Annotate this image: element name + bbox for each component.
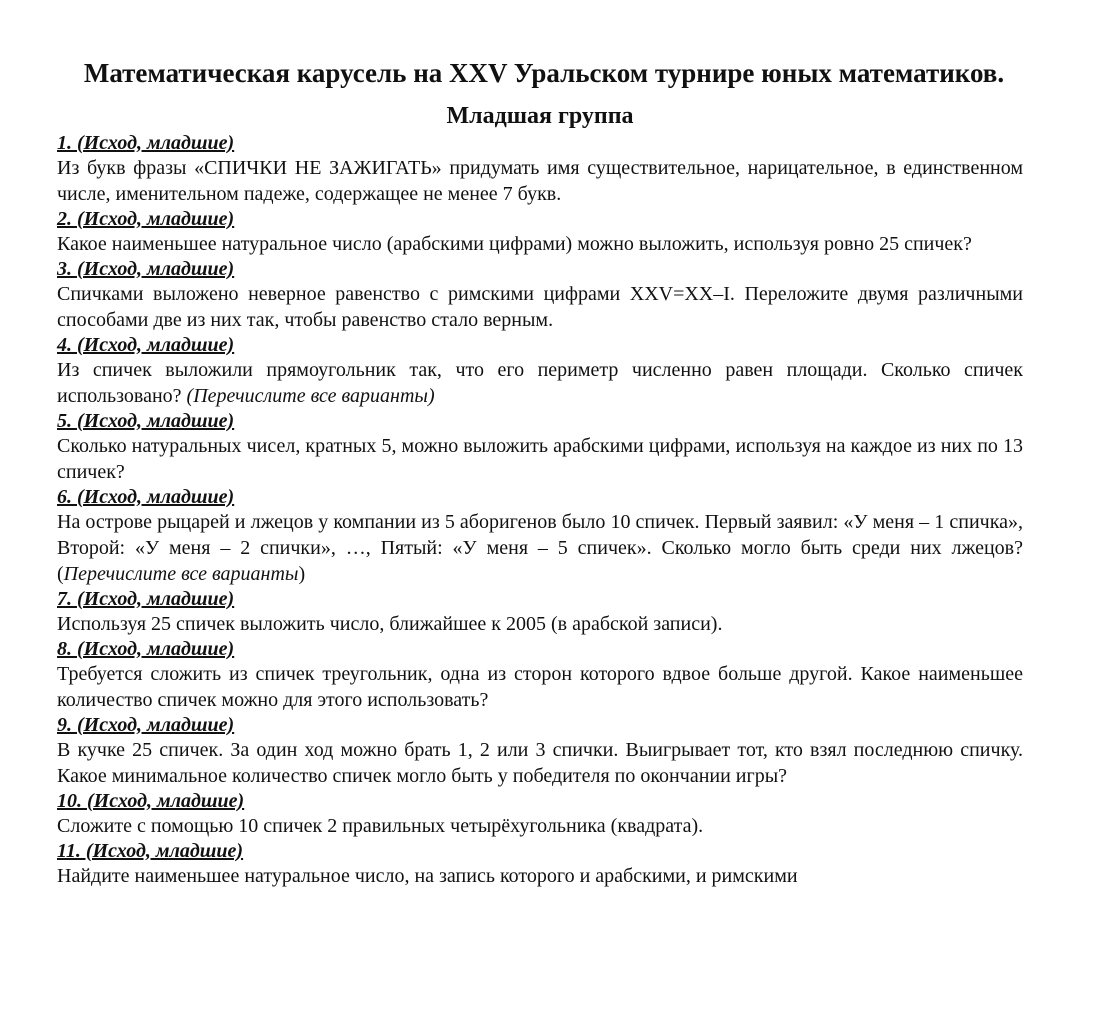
- problem-1: [57, 131, 1023, 207]
- problem-note: Перечислите все варианты: [63, 563, 299, 585]
- problem-9: [57, 713, 1023, 789]
- problem-heading: 10. (Исход, младшие): [57, 790, 245, 812]
- document-subtitle: Младшая группа: [446, 103, 634, 129]
- problem-heading: 2. (Исход, младшие): [57, 208, 235, 230]
- problem-note: (Перечислите все варианты): [186, 385, 435, 407]
- problem-3: [57, 257, 1023, 333]
- problem-heading: 11. (Исход, младшие): [57, 840, 244, 862]
- problem-text: Требуется сложить из спичек треугольник, одна из сторон которого вдвое больше другой. Какое наименьшее количество спичек можно для этого использовать?: [57, 663, 1023, 711]
- problem-heading: 7. (Исход, младшие): [57, 588, 235, 610]
- problem-heading: 4. (Исход, младшие): [57, 334, 235, 356]
- problem-text: Спичками выложено неверное равенство с римскими цифрами XXV=XX–I. Переложите двумя различными способами две из них так, чтобы равенство стало верным.: [57, 283, 1023, 331]
- problem-text: Используя 25 спичек выложить число, ближайшее к 2005 (в арабской записи).: [57, 613, 723, 635]
- problem-text: Из букв фразы «СПИЧКИ НЕ ЗАЖИГАТЬ» придумать имя существительное, нарицательное, в единственном числе, именительном падеже, содержащее не менее 7 букв.: [57, 157, 1023, 205]
- problem-text: Из спичек выложили прямоугольник так, что его периметр численно равен площади. Сколько спичек использовано? (Перечислите все варианты): [57, 359, 1023, 407]
- problem-text: На острове рыцарей и лжецов у компании из 5 аборигенов было 10 спичек. Первый заявил: «У меня – 1 спичка», Второй: «У меня – 2 спички», …, Пятый: «У меня – 5 спичек». Сколько могло быть среди них лжецов? (Перечислите все варианты): [57, 511, 1023, 585]
- problem-10: [57, 789, 1023, 839]
- problem-8: [57, 637, 1023, 713]
- problem-text: Сколько натуральных чисел, кратных 5, можно выложить арабскими цифрами, используя на каждое из них по 13 спичек?: [57, 435, 1023, 483]
- document-title: Математическая карусель на XXV Уральском турнире юных математиков.: [83, 58, 1005, 88]
- problem-5: [57, 409, 1023, 485]
- problem-6: [57, 485, 1023, 587]
- problem-text: Какое наименьшее натуральное число (арабскими цифрами) можно выложить, используя ровно 25 спичек?: [57, 233, 972, 255]
- problem-heading: 8. (Исход, младшие): [57, 638, 235, 660]
- problem-2: [57, 207, 1023, 257]
- problem-heading: 6. (Исход, младшие): [57, 486, 235, 508]
- problem-heading: 5. (Исход, младшие): [57, 410, 235, 432]
- problem-4: [57, 333, 1023, 409]
- document-page: [57, 56, 1023, 889]
- problem-text: В кучке 25 спичек. За один ход можно брать 1, 2 или 3 спички. Выигрывает тот, кто взял последнюю спичку. Какое минимальное количество спичек могло быть у победителя по окончании игры?: [57, 739, 1023, 787]
- problem-11: [57, 839, 1023, 889]
- problem-heading: 3. (Исход, младшие): [57, 258, 235, 280]
- problem-text: Сложите с помощью 10 спичек 2 правильных четырёхугольника (квадрата).: [57, 815, 704, 837]
- problem-heading: 1. (Исход, младшие): [57, 132, 235, 154]
- problem-7: [57, 587, 1023, 637]
- problem-text: Найдите наименьшее натуральное число, на запись которого и арабскими, и римскими: [57, 865, 798, 887]
- problem-heading: 9. (Исход, младшие): [57, 714, 235, 736]
